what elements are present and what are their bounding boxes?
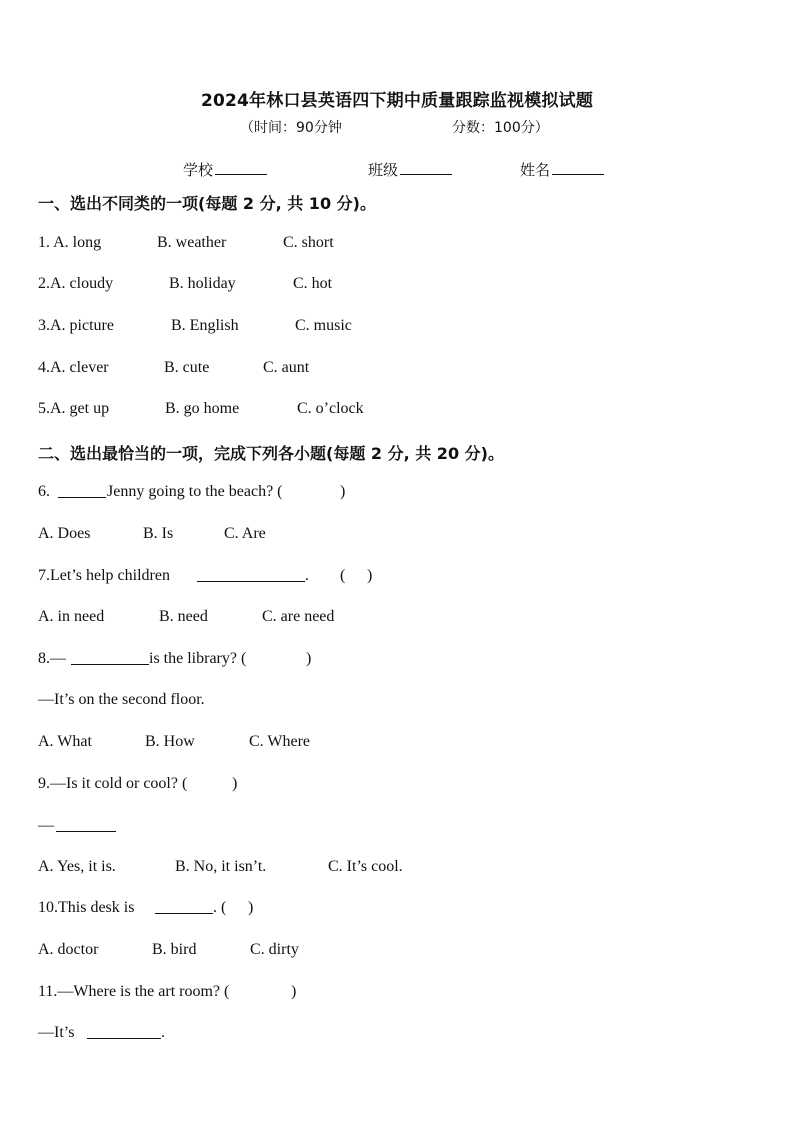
question-number: 6. [38, 483, 50, 500]
question-text: 10.This desk is [38, 899, 135, 916]
question-text: 5.A. get up [38, 400, 110, 417]
option-b: B. English [171, 317, 239, 334]
question-text: 2.A. cloudy [38, 275, 114, 292]
answer-paren-close: ) [367, 567, 373, 584]
answer-blank [56, 817, 116, 832]
answer-paren-close: ) [306, 650, 312, 667]
school-blank [215, 160, 267, 175]
option-c: C. short [283, 234, 334, 251]
option-c: C. are need [262, 608, 335, 625]
answer-line: —It’s on the second floor. [38, 691, 205, 708]
option-c: C. aunt [263, 359, 310, 376]
option-c: C. music [295, 317, 352, 334]
option-a: A. Does [38, 525, 91, 542]
option-c: C. o’clock [297, 400, 364, 417]
option-c: C. Where [249, 733, 311, 750]
answer-paren-close: ) [340, 483, 346, 500]
answer-blank [58, 483, 106, 498]
answer-paren-close: ) [291, 983, 297, 1000]
answer-blank [155, 899, 213, 914]
class-label: 班级 [368, 161, 399, 179]
question-text: 7.Let’s help children [38, 567, 170, 584]
school-label: 学校 [183, 161, 214, 179]
answer-blank [197, 567, 305, 582]
question-text-end: . ( [213, 899, 227, 916]
name-blank [552, 160, 604, 175]
option-c: C. hot [293, 275, 333, 292]
answer-prefix: —It’s [38, 1024, 75, 1041]
question-text: is the library? ( [149, 650, 247, 667]
answer-paren-close: ) [248, 899, 254, 916]
name-label: 姓名 [520, 161, 551, 179]
option-a: A. What [38, 733, 92, 750]
question-period: . [305, 567, 309, 584]
option-b: B. Is [143, 525, 174, 542]
section-one-title: 一、选出不同类的一项(每题 2 分, 共 10 分)。 [38, 194, 376, 213]
option-b: B. go home [165, 400, 240, 417]
question-text: 11.—Where is the art room? ( [38, 983, 230, 1000]
option-b: B. No, it isn’t. [175, 858, 267, 875]
option-c: C. Are [224, 525, 266, 542]
option-b: B. How [145, 733, 195, 750]
question-text: Jenny going to the beach? ( [107, 483, 283, 500]
question-text: 1. A. long [38, 234, 102, 251]
option-a: A. Yes, it is. [38, 858, 116, 875]
option-a: A. in need [38, 608, 105, 625]
option-b: B. holiday [169, 275, 236, 292]
answer-paren-open: ( [340, 567, 346, 584]
class-field [368, 159, 452, 180]
page-title: 2024年林口县英语四下期中质量跟踪监视模拟试题 [200, 91, 594, 111]
answer-period: . [161, 1024, 165, 1041]
option-c: C. dirty [250, 941, 299, 958]
option-b: B. cute [164, 359, 210, 376]
question-number: 8.— [38, 650, 66, 667]
exam-time: （时间：90分钟 [240, 120, 342, 136]
option-b: B. need [159, 608, 208, 625]
option-c: C. It’s cool. [328, 858, 403, 875]
section-two-title: 二、选出最恰当的一项，完成下列各小题(每题 2 分, 共 20 分)。 [38, 444, 504, 463]
question-text: 4.A. clever [38, 359, 109, 376]
question-text: 3.A. picture [38, 317, 114, 334]
class-blank [400, 160, 452, 175]
answer-blank [71, 650, 149, 665]
school-field [183, 159, 267, 180]
option-a: A. doctor [38, 941, 99, 958]
option-b: B. bird [152, 941, 197, 958]
answer-blank [87, 1024, 161, 1039]
option-b: B. weather [157, 234, 227, 251]
exam-score: 分数：100分） [452, 120, 549, 136]
answer-paren-close: ) [232, 775, 238, 792]
name-field [520, 159, 604, 180]
answer-dash: — [38, 817, 54, 834]
question-text: 9.—Is it cold or cool? ( [38, 775, 188, 792]
